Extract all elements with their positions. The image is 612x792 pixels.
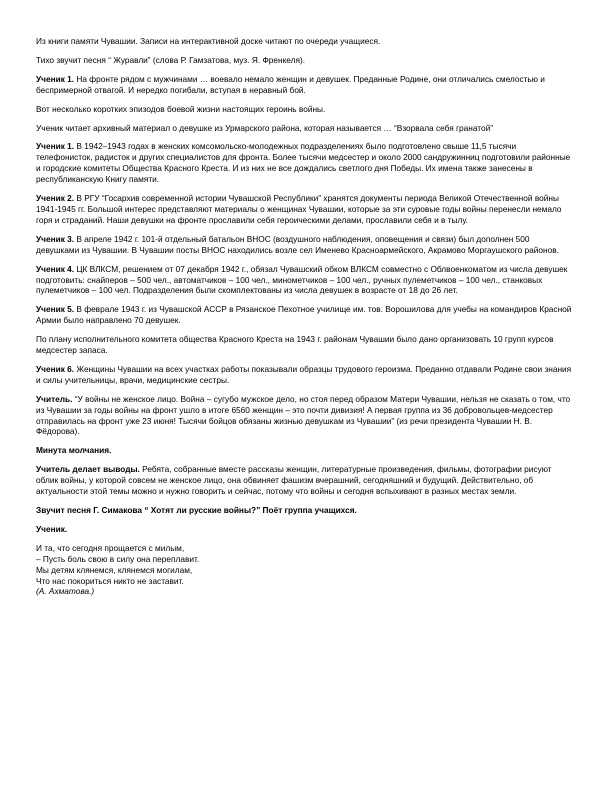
paragraph-text: ЦК ВЛКСМ, решением от 07 декабря 1942 г., обязал Чувашский обком ВЛКСМ совместно с Облвоенкоматом из числа девушек подготовить: снайперов – 500 чел., автоматчиков – 100 чел., минометчиков – 100 чел., ручных пулеметчиков – 100 чел., станковых пулеметчиков – 100 чел. Подразделения были скомплектованы из числа девушек в возрасте от 18 до 26 лет. (36, 263, 568, 296)
paragraph-text: В 1942–1943 годах в женских комсомольско-молодежных подразделениях было подготовлено свыше 11,5 тысячи телефонисток, радисток и других специалистов для фронта. Более тысячи медсестер и около 2000 сандружинниц подготовили районные и городские комитеты Общества Красного Креста. И из них не все дождались светлого дня Победы. Их имена также занесены в республиканскую Книгу памяти. (36, 141, 571, 185)
paragraph-text: По плану исполнительного комитета общества Красного Креста на 1943 г. районам Чувашии было дано организовать 10 групп курсов медсестер запаса. (36, 334, 554, 356)
paragraph-text: В РГУ “Госархив современной истории Чувашской Республики” хранятся документы периода Великой Отечественной войны 1941-1945 гг. Большой интерес представляют материалы о женщинах Чувашии, которые за эти суровые годы войны перенесли немало горя и страданий. Наши девушки на фронте прославили себя героическими делами, прославили себя и в тылу. (36, 193, 562, 225)
paragraph-text: Вот несколько коротких эпизодов боевой жизни настоящих героинь войны. (36, 103, 326, 114)
poem (36, 543, 572, 598)
speaker-label: Учитель. (36, 393, 73, 404)
paragraph-student-5 (36, 304, 572, 326)
paragraph-song-zhuravli (36, 55, 572, 66)
poem-line: Мы детям клянемся, клянемся могилам, (36, 564, 193, 575)
paragraph-student-4 (36, 264, 572, 297)
paragraph-text: Ребята, собранные вместе рассказы женщин, литературные произведения, фильмы, фотографии рисуют облик войны, у которой совсем не женское лицо, она обвиняет фашизм вчерашний, сегодняшний и будущий. Действительно, об актуальности этой темы можно и нужно говорить и сейчас, потому что войны и сегодня вспыхивают в разных местах земли. (36, 464, 552, 497)
paragraph-episodes-intro (36, 104, 572, 115)
paragraph-red-cross (36, 334, 572, 356)
paragraph-archive-reading (36, 123, 572, 134)
paragraph-student-1 (36, 74, 572, 96)
paragraph-text: В феврале 1943 г. из Чувашской АССР в Рязанское Пехотное училище им. тов. Ворошилова для учебы на командиров Красной Армии было направлено 70 девушек. (36, 304, 572, 326)
poem-line: И та, что сегодня прощается с милым, (36, 542, 185, 553)
paragraph-student-1-second (36, 141, 572, 185)
speaker-label: Ученик 4. (36, 263, 75, 274)
paragraph-text: Тихо звучит песня “ Журавли” (слова Р. Гамзатова, муз. Я. Френкеля). (36, 54, 306, 65)
poem-line: Что нас покориться никто не заставит. (36, 575, 184, 586)
paragraph-student-2 (36, 193, 572, 226)
poem-line: – Пусть боль свою в силу она переплавит. (36, 553, 200, 564)
speaker-label: Ученик 3. (36, 233, 75, 244)
paragraph-text: Ученик читает архивный материал о девушке из Урмарского района, которая называется … “Взорвала себя гранатой” (36, 122, 493, 133)
speaker-label: Ученик 1. (36, 141, 75, 152)
speaker-label: Ученик 6. (36, 363, 75, 374)
speaker-label: Минута молчания. (36, 445, 112, 456)
speaker-label: Учитель делает выводы. (36, 464, 140, 475)
paragraph-text: “У войны не женское лицо. Война – сугубо мужское дело, но стоя перед образом Матери Чувашии, нельзя не сказать о том, что из Чувашии за годы войны на фронт ушло в итоге 6560 женщин – это почти дивизия! А первая группа из 36 добровольцев-медсестер отправилась на фронт уже 23 июня! Тысячи бойцов обязаны жизнью девушкам из Чувашии” (из речи президента Чувашии Н. В. Фёдорова). (36, 393, 571, 437)
paragraph-text: Из книги памяти Чувашии. Записи на интерактивной доске читают по очереди учащиеся. (36, 36, 381, 46)
paragraph-student-3 (36, 234, 572, 256)
paragraph-intro (36, 36, 572, 47)
paragraph-student (36, 524, 572, 535)
speaker-label: Ученик 5. (36, 304, 75, 315)
paragraph-teacher-conclusions (36, 464, 572, 497)
speaker-label: Ученик 1. (36, 73, 75, 84)
paragraph-song-simakov (36, 505, 572, 516)
speaker-label: Звучит песня Г. Симакова “ Хотят ли русские войны?” Поёт группа учащихся. (36, 505, 357, 515)
speaker-label: Ученик 2. (36, 193, 75, 204)
paragraph-text: На фронте рядом с мужчинами … воевало немало женщин и девушек. Преданные Родине, они отличались смелостью и беспримерной отвагой. И нередко погибали, вступая в неравный бой. (36, 73, 545, 95)
document-page (36, 36, 572, 597)
paragraph-teacher (36, 394, 572, 438)
paragraph-student-6 (36, 364, 572, 386)
paragraph-text: В апреле 1942 г. 101-й отдельный батальон ВНОС (воздушного наблюдения, оповещения и связи) был дополнен 500 девушками из Чувашии. В Чувашии посты ВНОС находились возле сел Именево Красноармейского, Акрамово Моргаушского районов. (36, 233, 559, 255)
poem-author: (А. Ахматова.) (36, 586, 95, 597)
paragraph-minute-of-silence (36, 445, 572, 456)
speaker-label: Ученик. (36, 523, 68, 534)
paragraph-text: Женщины Чувашии на всех участках работы показывали образцы трудового героизма. Преданно отдавали Родине свои знания и силы учительницы, врачи, медицинские сестры. (36, 363, 572, 385)
